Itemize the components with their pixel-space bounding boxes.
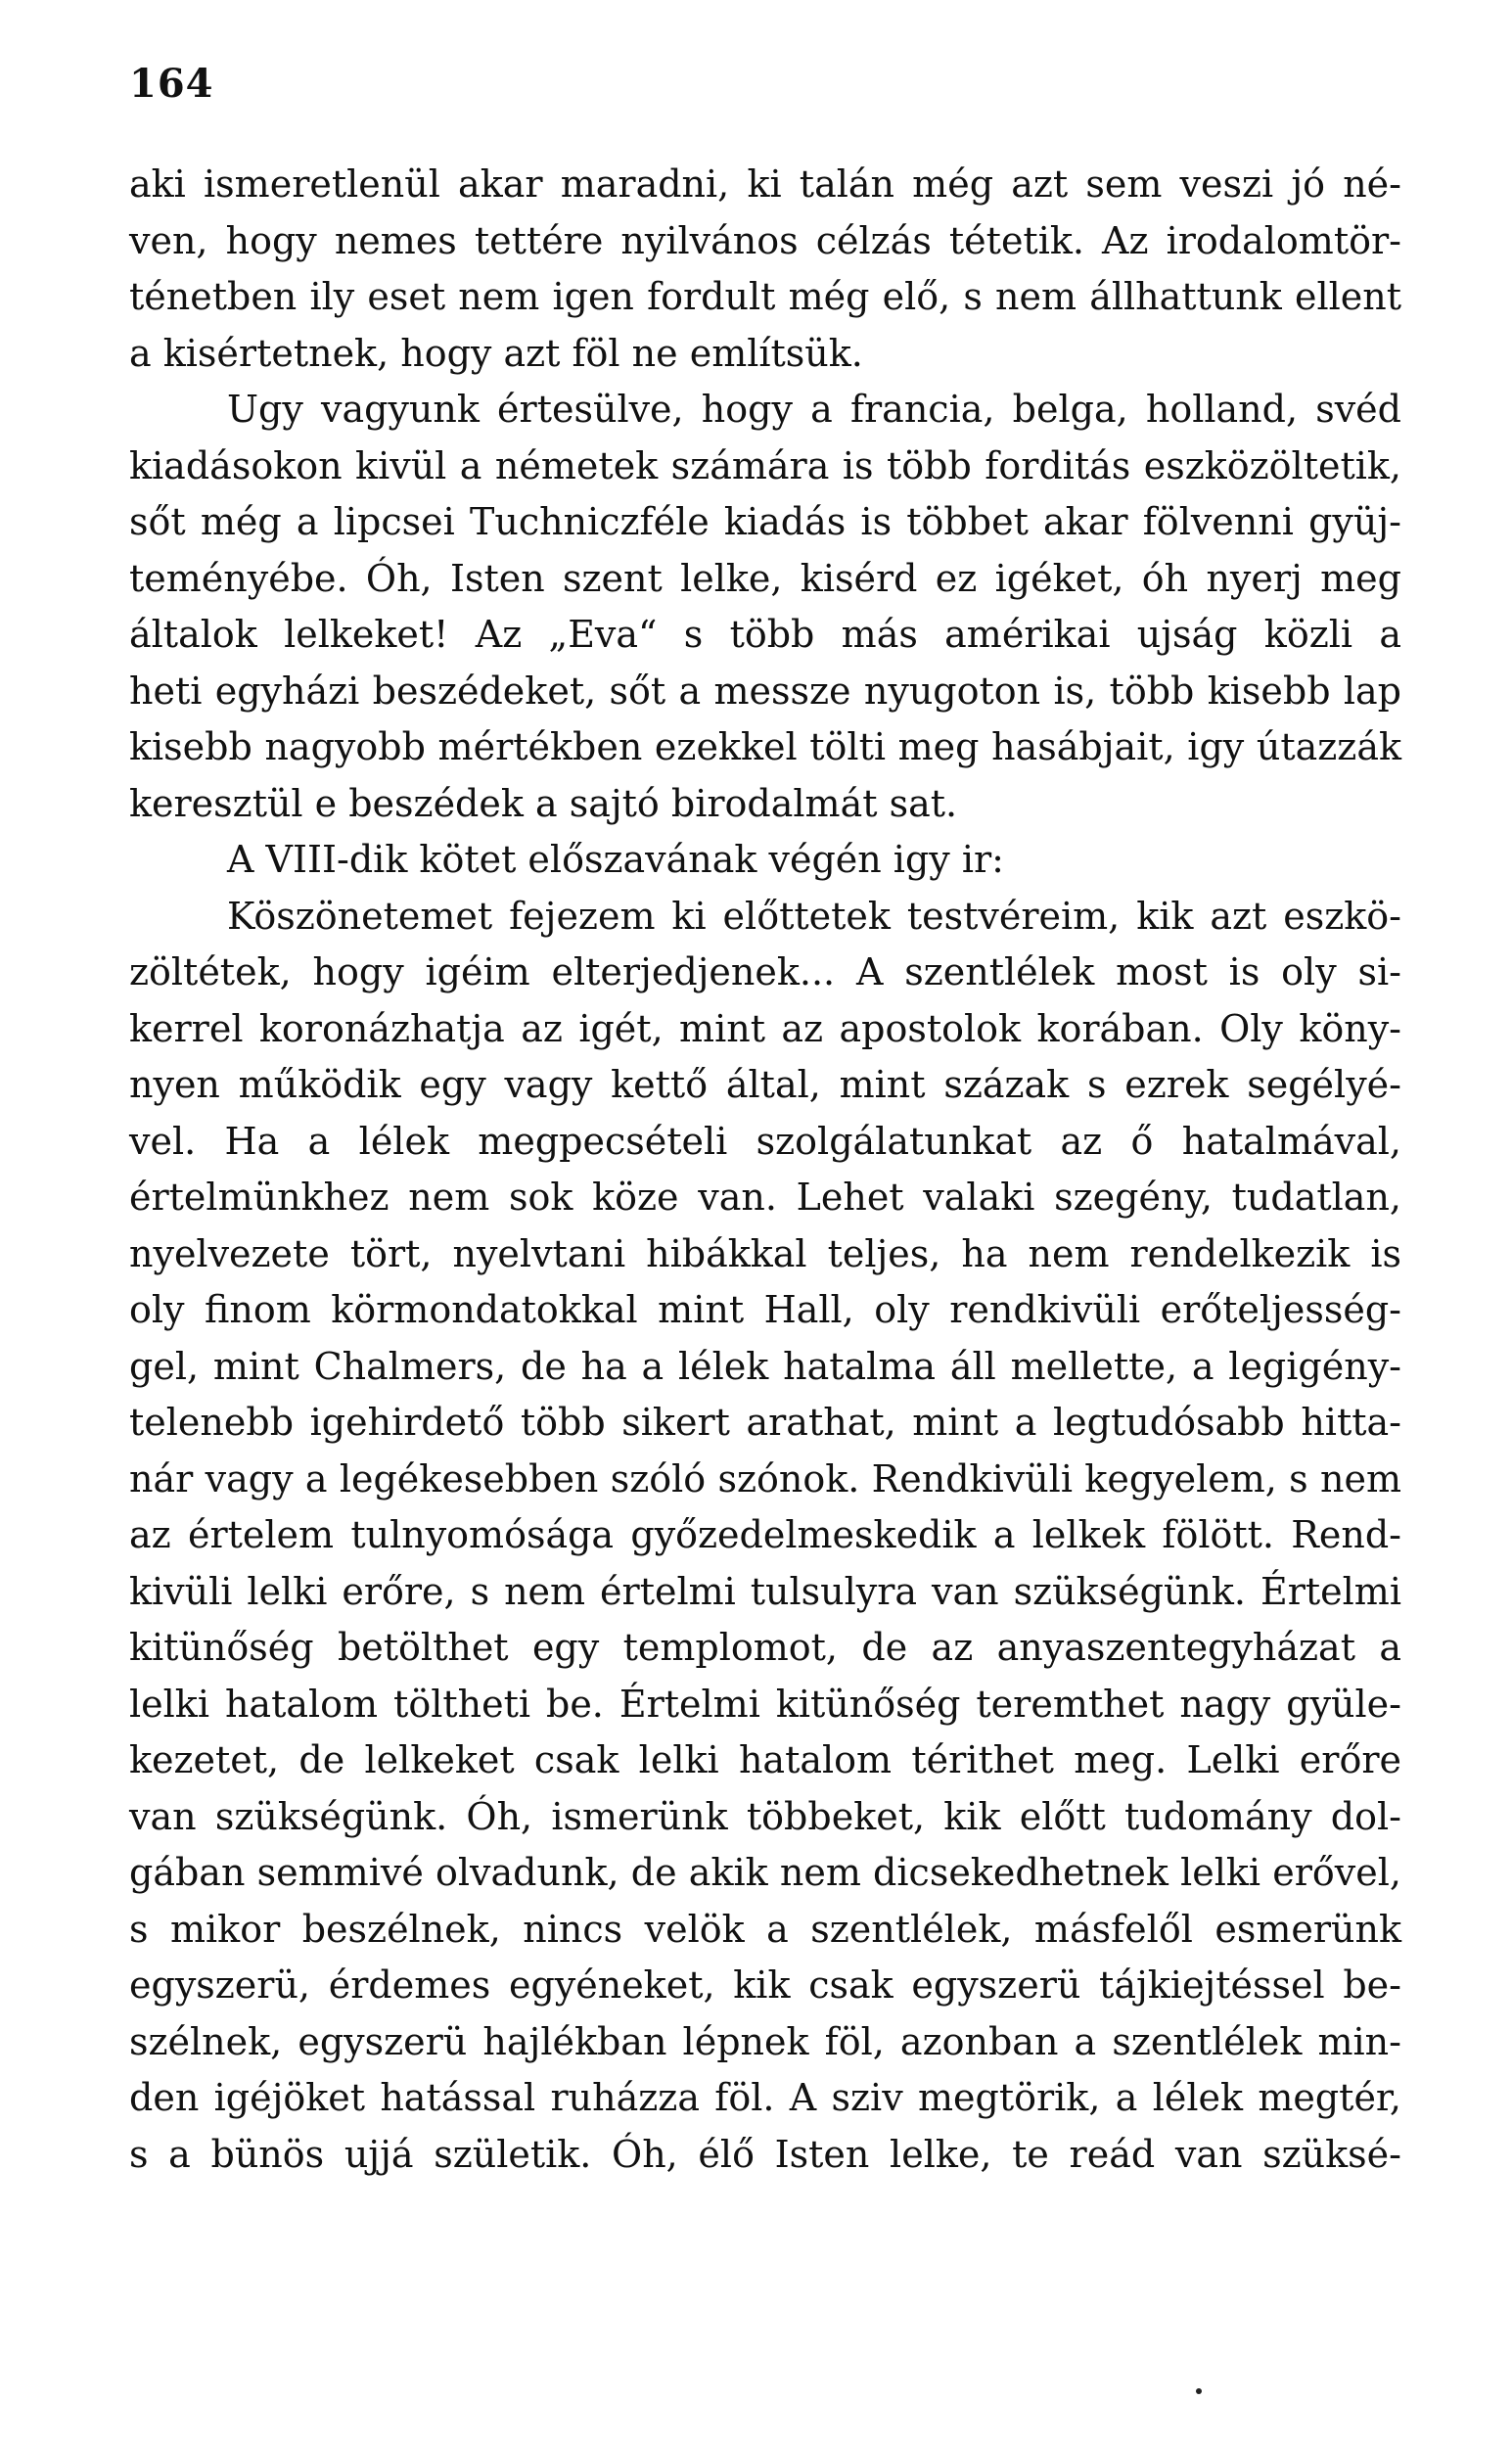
text-line: ven, hogy nemes tettére nyilvános célzás tétetik. Az irodalomtör- bbox=[129, 218, 1401, 262]
text-line: általok lelkeket! Az „Eva“ s több más amérikai ujság közli a bbox=[129, 613, 1401, 656]
text-line: telenebb igehirdető több sikert arathat, mint a legtudósabb hitta- bbox=[129, 1401, 1401, 1444]
text-line: vel. Ha a lélek megpecsételi szolgálatunkat az ő hatalmával, bbox=[129, 1119, 1401, 1163]
text-line: A VIII-dik kötet előszavának végén igy ir: bbox=[227, 838, 1004, 881]
text-line: lelki hatalom töltheti be. Értelmi kitünőség teremthet nagy gyüle- bbox=[129, 1682, 1401, 1726]
text-line: heti egyházi beszédeket, sőt a messze nyugoton is, több kisebb lap bbox=[129, 669, 1401, 713]
text-line: s a bünös ujjá születik. Óh, élő Isten lelke, te reád van szüksé- bbox=[129, 2132, 1401, 2176]
text-line: Köszönetemet fejezem ki előttetek testvéreim, kik azt eszkö- bbox=[227, 894, 1401, 938]
text-line: értelmünkhez nem sok köze van. Lehet valaki szegény, tudatlan, bbox=[129, 1176, 1401, 1219]
text-line: keresztül e beszédek a sajtó birodalmát sat. bbox=[129, 781, 958, 825]
text-line: egyszerü, érdemes egyéneket, kik csak egyszerü tájkiejtéssel be- bbox=[129, 1963, 1401, 2007]
page-body-text bbox=[129, 157, 1401, 2183]
text-line: kivüli lelki erőre, s nem értelmi tulsulyra van szükségünk. Értelmi bbox=[129, 1569, 1401, 1613]
text-line: zöltétek, hogy igéim elterjedjenek... A szentlélek most is oly si- bbox=[129, 950, 1401, 993]
text-line: aki ismeretlenül akar maradni, ki talán még azt sem veszi jó né- bbox=[129, 162, 1401, 206]
text-line: oly finom körmondatokkal mint Hall, oly rendkivüli erőteljesség- bbox=[129, 1288, 1401, 1331]
text-line: kisebb nagyobb mértékben ezekkel tölti meg hasábjait, igy útazzák bbox=[129, 725, 1401, 768]
text-line: s mikor beszélnek, nincs velök a szentlélek, másfelől esmerünk bbox=[129, 1907, 1401, 1951]
text-line: ténetben ily eset nem igen fordult még elő, s nem állhattunk ellent bbox=[129, 275, 1401, 318]
text-line: kezetet, de lelkeket csak lelki hatalom térithet meg. Lelki erőre bbox=[129, 1738, 1401, 1781]
text-line: gában semmivé olvadunk, de akik nem dicsekedhetnek lelki erővel, bbox=[129, 1851, 1401, 1894]
text-line: a kisértetnek, hogy azt föl ne említsük. bbox=[129, 331, 863, 375]
text-line: nár vagy a legékesebben szóló szónok. Rendkivüli kegyelem, s nem bbox=[129, 1456, 1401, 1501]
text-line: kitünőség betölthet egy templomot, de az anyaszentegyházat a bbox=[129, 1626, 1401, 1669]
text-line: szélnek, egyszerü hajlékban lépnek föl, azonban a szentlélek min- bbox=[129, 2019, 1401, 2063]
text-line: teményébe. Óh, Isten szent lelke, kisérd ez igéket, óh nyerj meg bbox=[129, 556, 1401, 600]
text-line: kiadásokon kivül a németek számára is több forditás eszközöltetik, bbox=[129, 443, 1401, 487]
text-line: van szükségünk. Óh, ismerünk többeket, kik előtt tudomány dol- bbox=[129, 1794, 1401, 1838]
text-line: gel, mint Chalmers, de ha a lélek hatalma áll mellette, a legigény- bbox=[129, 1344, 1401, 1388]
text-line: sőt még a lipcsei Tuchniczféle kiadás is többet akar fölvenni gyüj- bbox=[129, 500, 1401, 543]
page-number: 164 bbox=[129, 61, 214, 107]
decorative-dot bbox=[1196, 2388, 1202, 2394]
text-line: nyelvezete tört, nyelvtani hibákkal teljes, ha nem rendelkezik is bbox=[129, 1231, 1401, 1275]
text-line: nyen működik egy vagy kettő által, mint százak s ezrek segélyé- bbox=[129, 1063, 1401, 1106]
text-line: Ugy vagyunk értesülve, hogy a francia, belga, holland, svéd bbox=[227, 388, 1401, 431]
text-line: kerrel koronázhatja az igét, mint az apostolok korában. Oly köny- bbox=[129, 1006, 1401, 1050]
text-line: den igéjöket hatással ruházza föl. A sziv megtörik, a lélek megtér, bbox=[129, 2076, 1401, 2119]
text-line: az értelem tulnyomósága győzedelmeskedik a lelkek fölött. Rend- bbox=[129, 1513, 1401, 1556]
